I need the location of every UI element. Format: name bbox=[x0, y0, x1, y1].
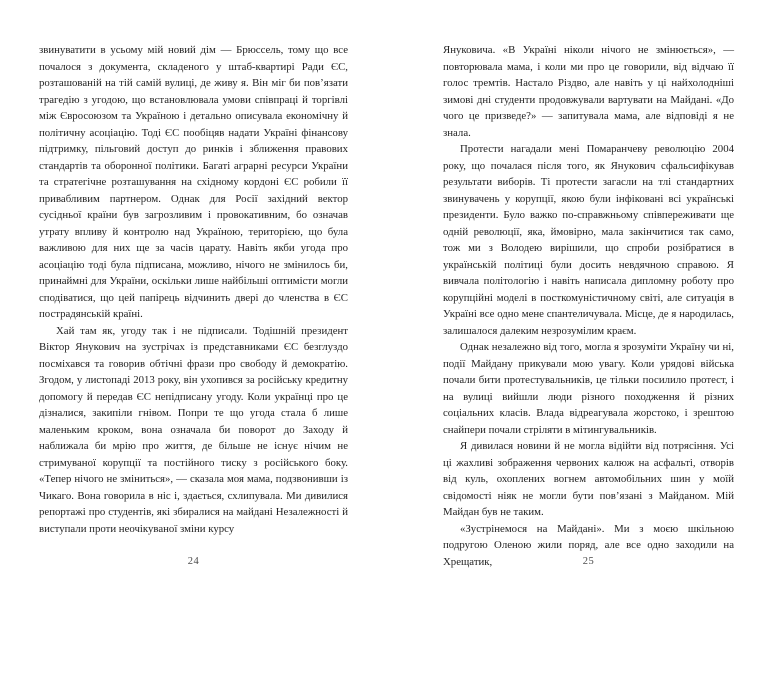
paragraph: Протести нагадали мені Помаранчеву революцію 2004 року, що почалася після того, як Янукович сфальсифікував результати виборів. Ті протести загасли на тлі стандартних звинувачень у корупції, якою були інфіковані всі українські президенти. Було важко по-справжньому співпереживати ще одній революції, яка, ймовірно, мала закінчитися так само, тож ми з Володею вирішили, що спроби розібратися в українській політиці були досить невдячною справою. Я вивчала політологію і навіть написала дипломну роботу про корупційні моделі в посткомуністичному світі, але ситуація в Україні все одно мене спантеличувала. Місце, де я народилась, залишалося далеким незрозумілим краєм. bbox=[443, 143, 734, 337]
page-left-text-column bbox=[39, 42, 348, 537]
paragraph: Януковича. «В Україні ніколи нічого не змінюється», — повторювала мама, і коли ми про це говорили, від відчаю її голос тремтів. Настало Різдво, але навіть у ці найхолодніші зимові дні студенти продовжували вартувати на Майдані. «До чого це призведе?» — запитувала мама, але відповіді я не знала. bbox=[443, 44, 734, 139]
paragraph: звинуватити в усьому мій новий дім — Брюссель, тому що все почалося з документа, складеного у штаб-квартирі Ради ЄС, розташованій на тій самій вулиці, де живу я. Він міг би пов’язати трагедію з угодою, що встановлювала умови співпраці й торгівлі між Євросоюзом та Україною і детально описувала економічну й політичну асоціацію. Тоді ЄС пообіцяв надати Україні фінансову підтримку, пільговий доступ до ринків і зближення правових стандартів та оборонної політики. Багаті аграрні ресурси України та стратегічне розташування на східному кордоні ЄС робили її привабливим партнером. Однак для Росії західний вектор сусідньої країни був загрозливим і провокативним, бо означав утрату впливу й контролю над Україною, територією, що була важливою для них ще за часів царату. Навіть якби угода про асоціацію тоді була підписана, можливо, нічого не змінилось би, принаймні для України, оскільки лише найбільші оптимісти могли сподіватися, що цей папірець відчинить двері до членства в ЄС пострадянській країні. bbox=[39, 44, 348, 320]
paragraph: Я дивилася новини й не могла відійти від потрясіння. Усі ці жахливі зображення червоних калюж на асфальті, отворів від куль, охоплених вогнем автомобільних шин у моїй свідомості ніяк не могли бути пов’язані з Майданом. Мій Майдан був не таким. bbox=[443, 440, 734, 518]
page-right-text-column bbox=[443, 42, 734, 570]
paragraph: Хай там як, угоду так і не підписали. Тодішній президент Віктор Янукович на зустрічах із представниками ЄС безглуздо посміхався та говорив обтічні фрази про свободу й демократію. Згодом, у листопаді 2013 року, він ухопився за російську кредитну допомогу й передав ЄС непідписану угоду. Коли українці про це дізналися, закипіли гнівом. Попри те що угода стала б лише маленьким кроком, вона означала би поворот до Заходу й наближала би мрію про життя, де більше не існує нічим не стримуваної корупції та постійного тиску з російського боку. «Тепер нічого не зміниться», — сказала моя мама, подзвонивши із Чикаго. Вона говорила в ніс і, здається, схлипувала. Ми дивилися репортажі про студентів, які збиралися на майдані Незалежності й виступали проти неочікуваної зміни курсу bbox=[39, 324, 348, 535]
paragraph: «Зустрінемося на Майдані». Ми з моєю шкільною подругою Оленою жили поряд, але все одно заходили на Хрещатик, bbox=[443, 522, 734, 568]
page-number-right: 25 bbox=[582, 556, 595, 567]
page-number-left: 24 bbox=[187, 556, 200, 567]
paragraph: Однак незалежно від того, могла я зрозуміти Україну чи ні, події Майдану прикували мою увагу. Коли урядові війська почали бити протестувальників, це тільки посилило протест, і на вулиці вийшли люди різного походження й різних соціальних класів. Влада відреагувала жорстоко, і зрештою снайпери почали стріляти в мітингувальників. bbox=[443, 341, 734, 436]
